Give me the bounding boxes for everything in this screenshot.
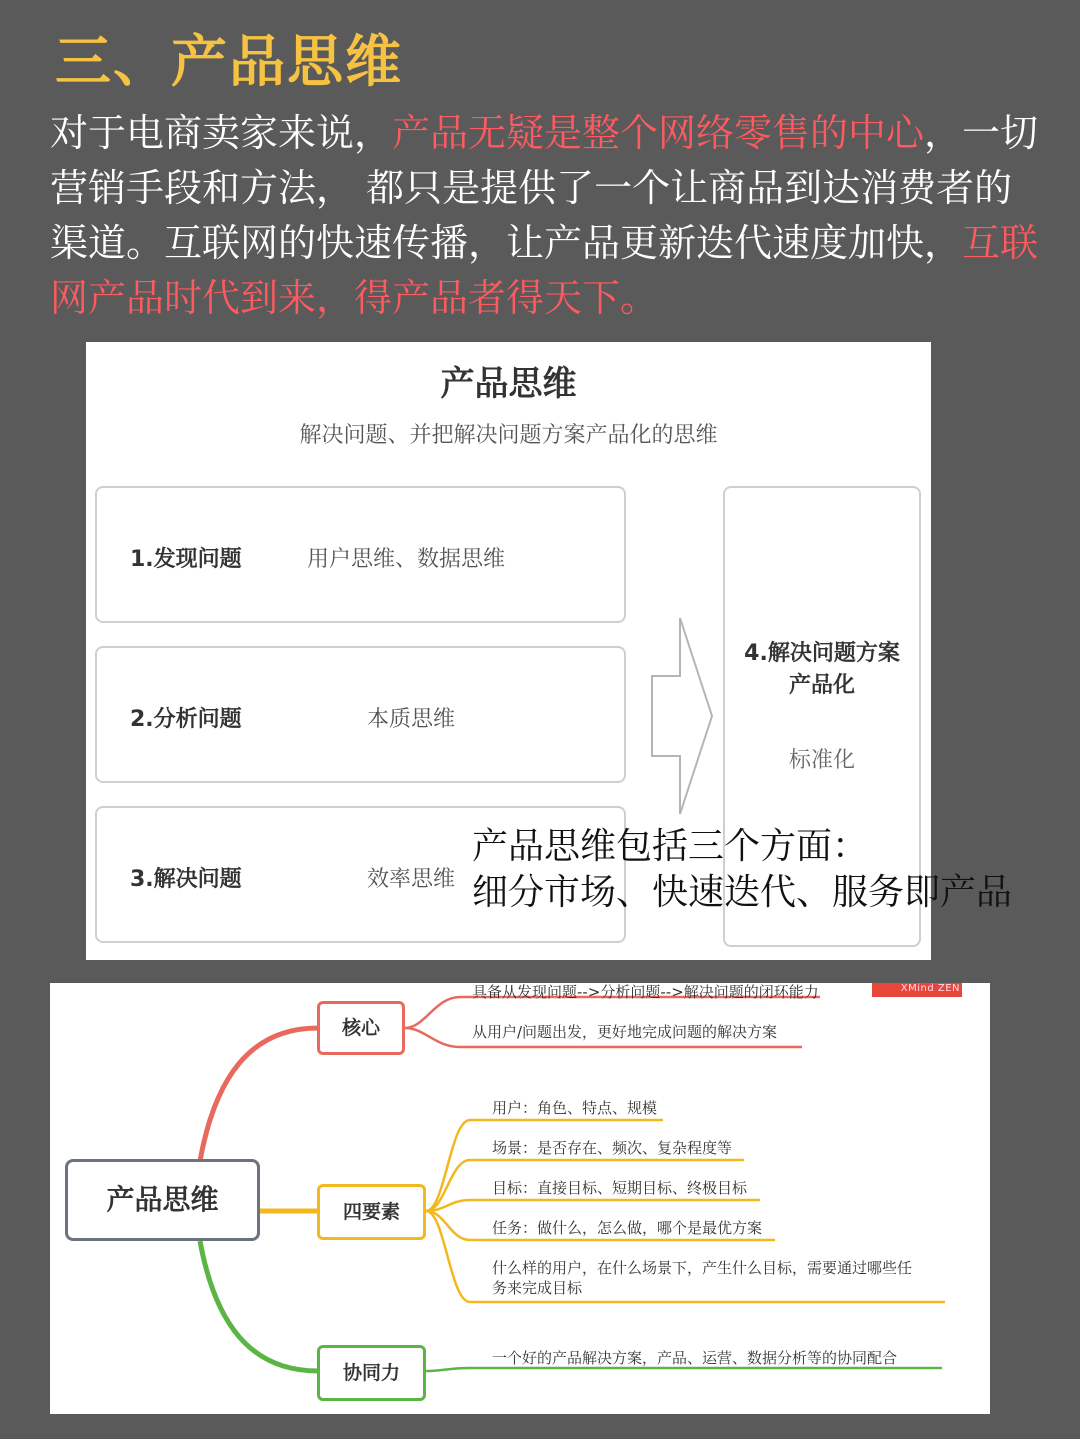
step-desc: 效率思维 (367, 867, 456, 892)
step-label: 1.发现问题 (130, 547, 242, 572)
final-step-line2: 产品化 (788, 673, 855, 698)
connector-collab (200, 1241, 318, 1371)
diagram-title: 产品思维 (440, 364, 577, 404)
step-desc: 本质思维 (367, 707, 456, 732)
leaf-four-3: 目标：直接目标、短期目标、终极目标 (492, 1179, 748, 1197)
connector-collab-leaf (426, 1368, 942, 1371)
overlay-line1: 产品思维包括三个方面： (472, 826, 869, 867)
step-label: 2.分析问题 (130, 707, 242, 732)
right-arrow-icon (650, 616, 716, 816)
step-box-analyze (95, 646, 626, 783)
leaf-four-5b: 务来完成目标 (492, 1279, 583, 1297)
branch-four-elements: 四要素 (317, 1184, 426, 1240)
leaf-core-2: 从用户/问题出发，更好地完成问题的解决方案 (472, 1023, 778, 1041)
final-step-line1: 4.解决问题方案 (744, 641, 900, 666)
leaf-four-2: 场景：是否存在、频次、复杂程度等 (492, 1139, 733, 1157)
intro-highlight-1: 产品无疑是整个网络零售的中心 (392, 111, 925, 155)
step-label: 3.解决问题 (130, 867, 242, 892)
intro-paragraph (50, 106, 1050, 326)
mind-map-root: 产品思维 (65, 1159, 260, 1241)
leaf-collab-1: 一个好的产品解决方案，产品、运营、数据分析等的协同配合 (492, 1349, 898, 1367)
final-step-desc: 标准化 (788, 748, 855, 773)
xmind-logo: XMind ZEN (900, 983, 960, 994)
step-box-discover (95, 486, 626, 623)
step-desc: 用户思维、数据思维 (307, 547, 506, 572)
overlay-caption (472, 824, 1080, 916)
branch-core: 核心 (317, 1001, 405, 1055)
leaf-core-1: 具备从发现问题-->分析问题-->解决问题的闭环能力 (472, 983, 819, 1001)
overlay-line2: 细分市场、快速迭代、服务即产品 (472, 872, 1013, 913)
intro-text-2: ，一切营销手段和方法， 都只是提供了一个让商品到达消费者的渠道。互联网的快速传播，让产品更新迭代速度加快， (50, 111, 1039, 265)
diagram-subtitle: 解决问题、并把解决问题方案产品化的思维 (299, 423, 718, 448)
section-heading: 三、产品思维 (55, 30, 403, 95)
mind-map (50, 983, 990, 1414)
connector-core (200, 1028, 318, 1161)
branch-collaboration: 协同力 (317, 1345, 426, 1401)
leaf-four-1: 用户：角色、特点、规模 (492, 1099, 658, 1117)
leaf-four-4: 任务：做什么，怎么做，哪个是最优方案 (492, 1219, 763, 1237)
intro-text-1: 对于电商卖家来说， (50, 111, 393, 155)
final-step-title (725, 638, 919, 702)
connector-four-leaf (426, 1200, 760, 1211)
leaf-four-5a: 什么样的用户，在什么场景下，产生什么目标，需要通过哪些任 (492, 1259, 913, 1277)
intro-highlight-2: 互联网产品时代到来，得产品者得天下。 (50, 221, 1039, 320)
